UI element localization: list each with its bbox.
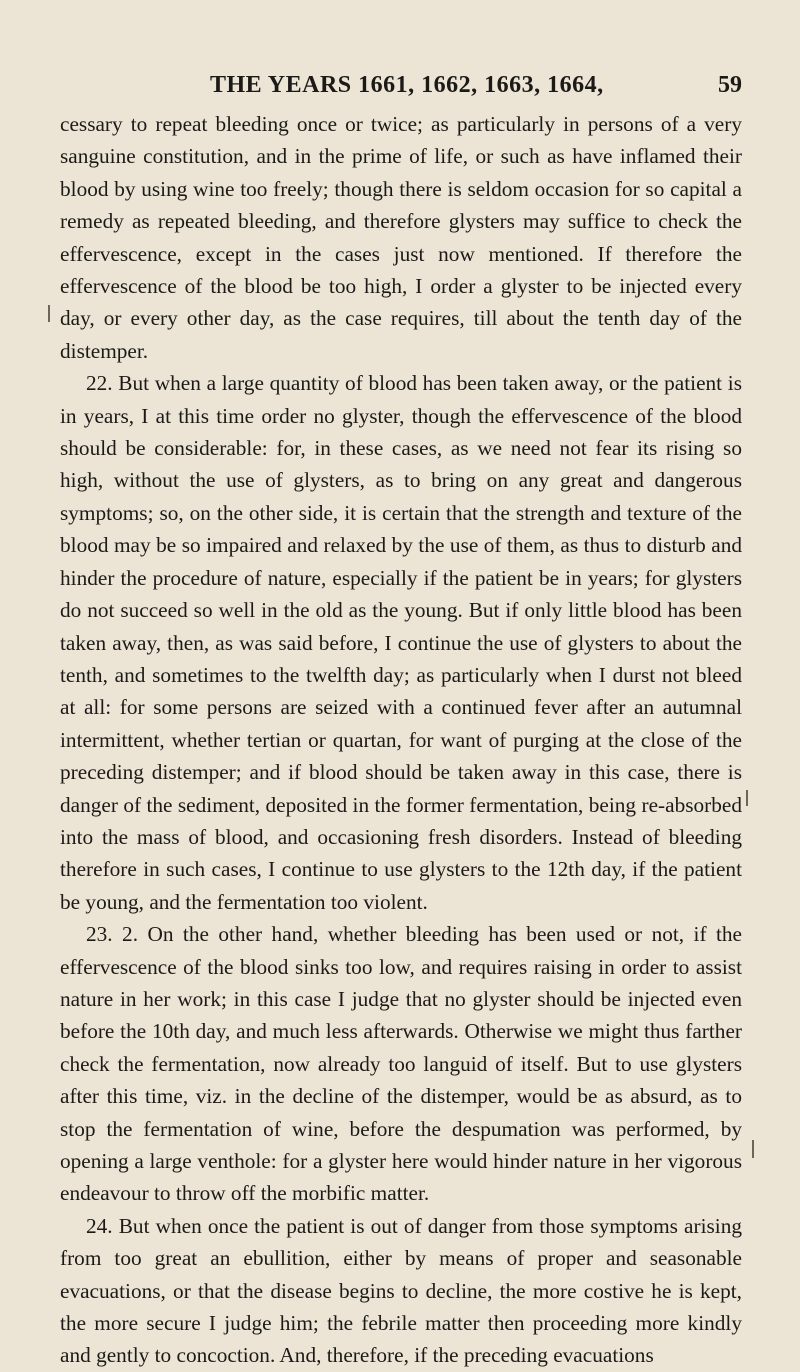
paragraph-continued: cessary to repeat bleeding once or twice; as particularly in persons of a very sanguine constitution, and in the prime of life, or such as have inflamed their blood by using wine too freely; though there is seldom occasion for so capital a remedy as repeated bleeding, and therefore glysters may suffice to check the effervescence, except in the cases just now mentioned. If therefore the effervescence of the blood be too high, I order a glyster to be injected every day, or every other day, as the case requires, till about the tenth day of the distemper. [60,112,742,363]
running-head [60,72,742,104]
paragraph-23: 23. 2. On the other hand, whether bleeding has been used or not, if the effervescence of the blood sinks too low, and requires raising in order to assist nature in her work; in this case I judge that no glyster should be injected even before the 10th day, and much less afterwards. Otherwise we might thus farther check the fermentation, now already too languid of itself. But to use glysters after this time, viz. in the decline of the distemper, would be as absurd, as to stop the fermentation of wine, before the despumation was performed, by opening a large venthole: for a glyster here would hinder nature in her vigorous endeavour to throw off the morbific matter. [60,922,742,1206]
margin-mark-right-2 [752,1140,754,1158]
paragraph-22: 22. But when a large quantity of blood has been taken away, or the patient is in years, I at this time order no glyster, though the effervescence of the blood should be considerable: for, in these cases, as we need not fear its rising so high, without the use of glysters, as to bring on any great and dangerous symptoms; so, on the other side, it is certain that the strength and texture of the blood may be so impaired and relaxed by the use of them, as thus to disturb and hinder the procedure of nature, especially if the patient be in years; for glysters do not succeed so well in the old as the young. But if only little blood has been taken away, then, as was said before, I continue the use of glysters to about the tenth, and sometimes to the twelfth day; as particularly when I durst not bleed at all: for some persons are seized with a continued fever after an autumnal intermittent, whether tertian or quartan, for want of purging at the close of the preceding distemper; and if blood should be taken away in this case, there is danger of the sediment, deposited in the former fermentation, being re-absorbed into the mass of blood, and occasioning fresh disorders. Instead of bleeding therefore in such cases, I continue to use glysters to the 12th day, if the patient be young, and the fermentation too violent. [60,371,742,914]
main-text [60,108,742,1372]
running-title: THE YEARS 1661, 1662, 1663, 1664, [210,72,604,98]
margin-mark-right-1 [746,790,748,806]
paragraph-24: 24. But when once the patient is out of danger from those symptoms arising from too great an ebullition, either by means of proper and seasonable evacuations, or that the disease begins to decline, the more costive he is kept, the more secure I judge him; the febrile matter then proceeding more kindly and gently to concoction. And, therefore, if the preceding evacuations [60,1213,742,1368]
margin-mark-left-1 [48,305,50,322]
page-number: 59 [718,72,742,98]
